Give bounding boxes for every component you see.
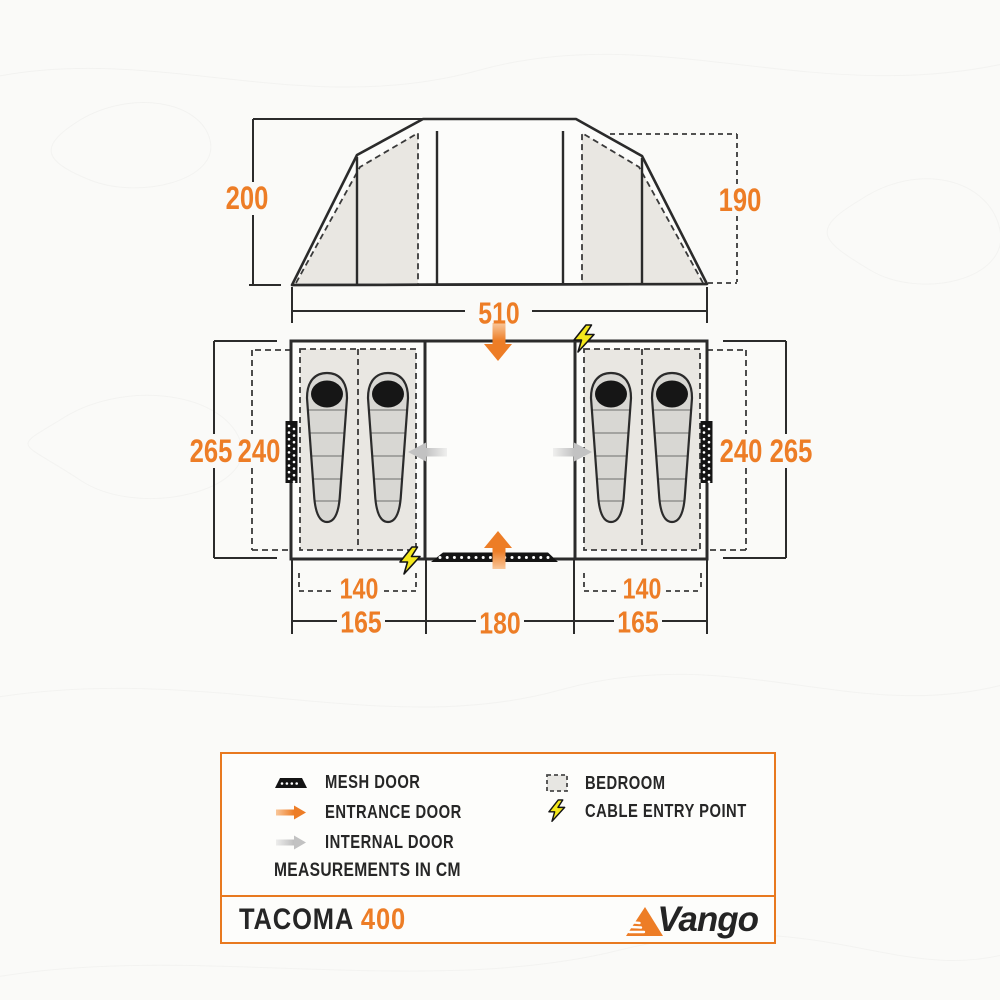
legend-footer bbox=[222, 895, 774, 942]
entrance-door-label: ENTRANCE DOOR bbox=[325, 801, 462, 822]
vango-wordmark: Vango bbox=[657, 900, 758, 939]
dim-left-bedroom-width: 140 bbox=[339, 573, 379, 606]
dim-right-bedroom-depth: 240 bbox=[719, 433, 763, 469]
legend-row-cable-entry bbox=[544, 799, 782, 823]
model-title bbox=[239, 903, 406, 937]
bedroom-label: BEDROOM bbox=[585, 772, 666, 793]
dim-elevation-left-height: 200 bbox=[225, 180, 269, 216]
mesh-panel-right-icon bbox=[701, 421, 713, 483]
dim-left-total-depth: 265 bbox=[189, 433, 233, 469]
mesh-panel-left-icon bbox=[286, 421, 298, 483]
model-number: 400 bbox=[360, 902, 407, 936]
dim-living-area-width: 180 bbox=[479, 605, 521, 641]
entrance-door-legend-icon bbox=[274, 805, 308, 820]
cable-entry-legend-icon bbox=[544, 799, 570, 824]
internal-door-legend-icon bbox=[274, 835, 308, 850]
mesh-door-legend-icon bbox=[274, 776, 308, 789]
vango-logo bbox=[624, 902, 758, 937]
measurements-note: MEASUREMENTS IN CM bbox=[274, 860, 461, 881]
internal-door-label: INTERNAL DOOR bbox=[325, 831, 455, 852]
dim-elevation-right-height: 190 bbox=[718, 182, 762, 218]
dim-right-total-depth: 265 bbox=[769, 433, 813, 469]
mesh-door-label: MESH DOOR bbox=[325, 771, 421, 792]
legend-row-mesh-door bbox=[274, 770, 441, 794]
cable-entry-label: CABLE ENTRY POINT bbox=[585, 800, 747, 821]
tent-side-elevation bbox=[292, 119, 707, 285]
dim-right-bedroom-width: 140 bbox=[622, 573, 662, 606]
dim-tent-width: 510 bbox=[478, 295, 520, 331]
legend-row-internal-door bbox=[274, 830, 482, 854]
legend-row-entrance-door bbox=[274, 800, 492, 824]
dim-left-section-width: 165 bbox=[340, 604, 382, 640]
bedroom-legend-icon bbox=[544, 773, 570, 793]
model-name: TACOMA bbox=[239, 902, 355, 936]
legend-row-bedroom bbox=[544, 771, 683, 795]
legend-box bbox=[220, 752, 776, 944]
dim-right-section-width: 165 bbox=[617, 604, 659, 640]
dim-left-bedroom-depth: 240 bbox=[237, 433, 281, 469]
